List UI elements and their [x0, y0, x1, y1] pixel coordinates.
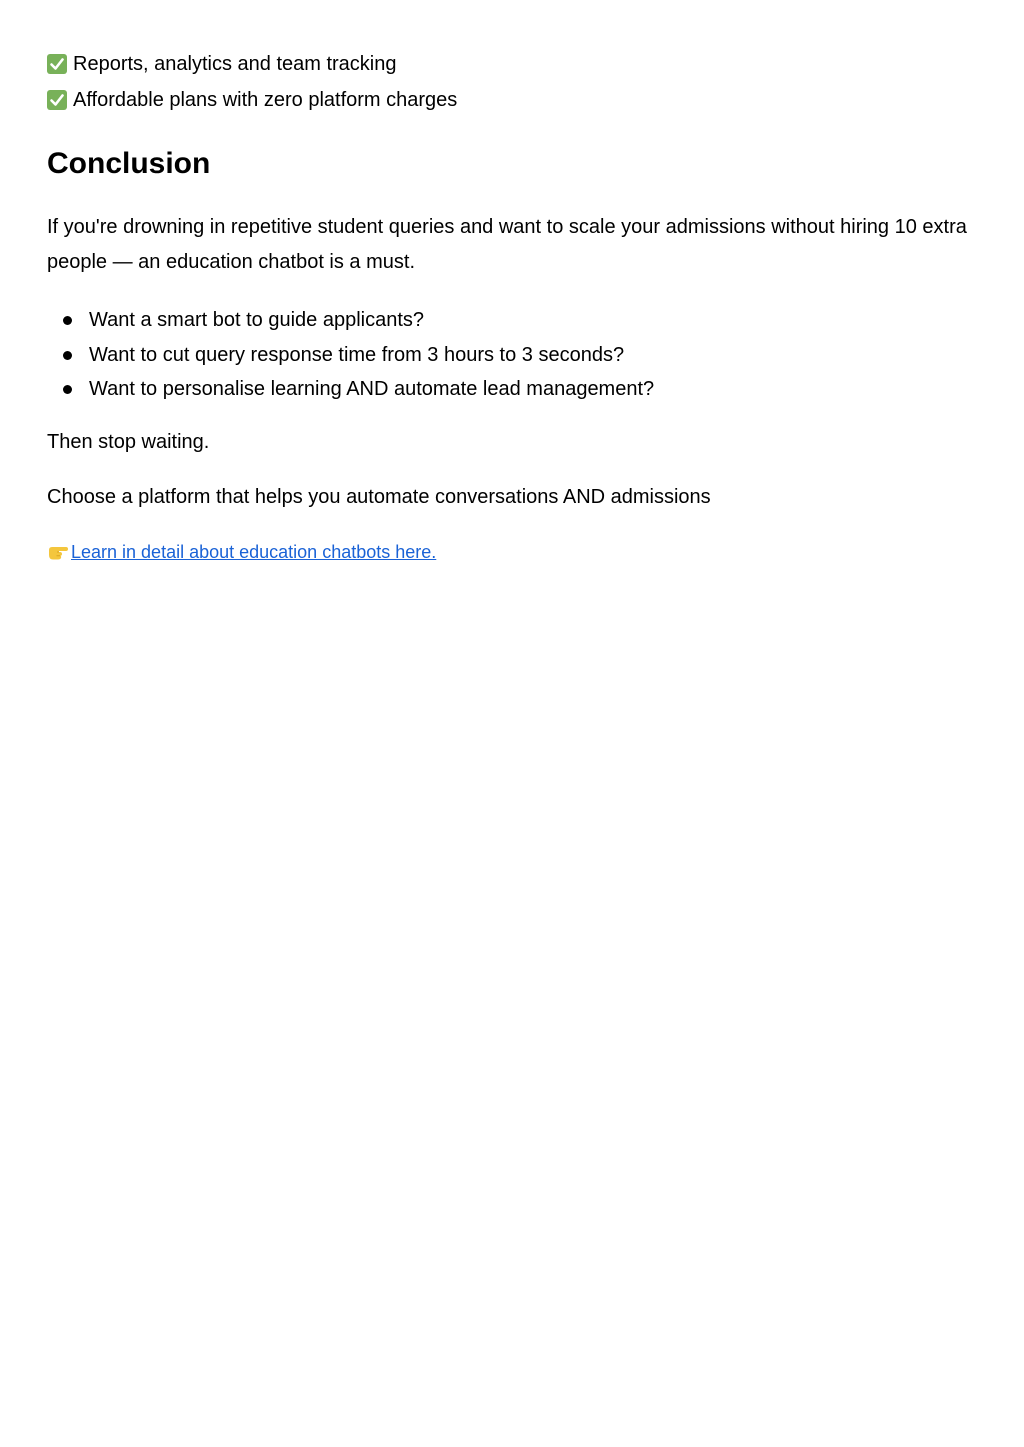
list-item: [47, 303, 654, 338]
check-mark-icon: [47, 90, 67, 110]
education-chatbots-link[interactable]: Learn in detail about education chatbots here.: [71, 542, 437, 562]
checklist-item: [47, 52, 397, 76]
checklist-item-text: Reports, analytics and team tracking: [73, 53, 397, 75]
pointing-hand-icon: [47, 543, 69, 561]
question-list: [47, 303, 654, 407]
list-item-text: Want to cut query response time from 3 hours to 3 seconds?: [89, 343, 625, 366]
list-item-text: Want a smart bot to guide applicants?: [89, 309, 424, 331]
bullet-dot: [63, 316, 72, 325]
learn-more-line: [47, 540, 436, 564]
checklist-item-text: Affordable plans with zero platform charges: [73, 89, 458, 111]
conclusion-heading: Conclusion: [47, 147, 211, 180]
closing-call-to-action: Choose a platform that helps you automate conversations AND admissions: [47, 486, 711, 508]
checklist-item: [47, 88, 457, 112]
conclusion-intro: If you're drowning in repetitive student queries and want to scale your admissions without hiring 10 extra people — an education chatbot is a must.: [47, 216, 967, 273]
list-item: [47, 372, 654, 407]
check-mark-icon: [47, 54, 67, 74]
bullet-dot: [63, 385, 72, 394]
bullet-dot: [63, 351, 72, 360]
list-item: [47, 338, 654, 373]
list-item-text: Want to personalise learning AND automate lead management?: [89, 378, 655, 400]
closing-statement: Then stop waiting.: [47, 431, 210, 453]
